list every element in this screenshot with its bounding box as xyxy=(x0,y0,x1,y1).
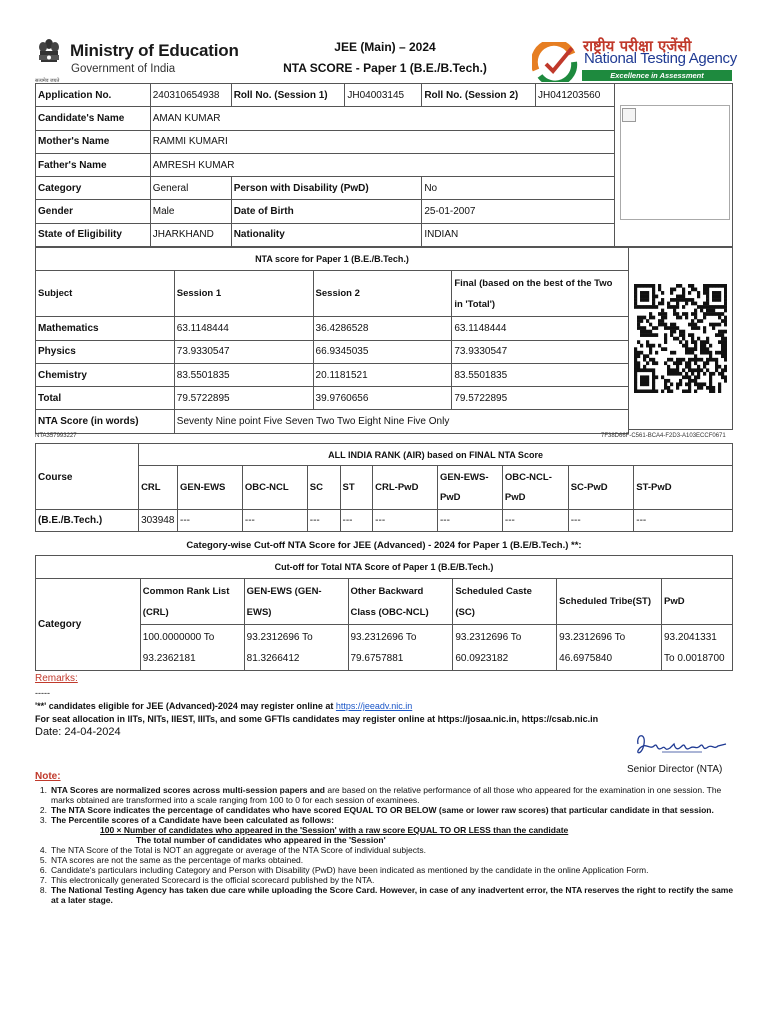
air-col: ST xyxy=(340,466,373,510)
cutoff-title: Cut-off for Total NTA Score of Paper 1 (B.E/B.Tech.) xyxy=(36,556,733,579)
candidate-name-label: Candidate's Name xyxy=(36,107,151,130)
cutoff-col xyxy=(348,579,453,625)
document-hash: 7F38D66F-C561-BCA4-F2D3-A103ECCF0671 xyxy=(601,433,726,439)
note-plain: are based on the relative performance of all those who appeared for the examination in one session. The marks obtained are transformed into a scale ranging from 100 to 0 for each session of examinees. xyxy=(51,785,722,805)
list-item xyxy=(35,875,735,885)
cutoff-value-line1: 93.2312696 To xyxy=(350,631,417,643)
air-col: CRL xyxy=(139,466,178,510)
nationality-label: Nationality xyxy=(231,223,422,246)
broken-image-icon xyxy=(622,108,636,122)
roll-session2-value: JH041203560 xyxy=(536,84,615,107)
cutoff-col xyxy=(244,579,348,625)
col-subject: Subject xyxy=(36,271,175,317)
table-row xyxy=(36,200,615,223)
air-rank-table xyxy=(35,443,733,532)
air-col: GEN-EWS xyxy=(178,466,243,510)
cutoff-col-line2: (SC) xyxy=(455,606,475,618)
remarks-label: Remarks: xyxy=(35,673,78,684)
air-col-line1: OBC-NCL- xyxy=(504,471,552,483)
remarks-line2: For seat allocation in IITs, NITs, IIEST, IIITs, and some GFTIs candidates may register online at https://josaa.nic.in, https://csab.nic.in xyxy=(35,714,599,724)
remarks-dashes: ----- xyxy=(35,688,50,698)
table-row xyxy=(36,625,733,671)
list-item xyxy=(35,815,735,825)
cutoff-col-line2: Class (OBC-NCL) xyxy=(350,606,429,618)
cutoff-col-line2: EWS) xyxy=(246,606,272,618)
note-number: 2. xyxy=(39,805,47,815)
note-bold: The NTA Score indicates the percentage of candidates who have scored EQUAL TO OR BELOW (same or lower raw scores) that particular candidate in that session. xyxy=(51,805,714,815)
table-row xyxy=(36,153,615,176)
exam-subtitle: NTA SCORE - Paper 1 (B.E./B.Tech.) xyxy=(283,61,487,75)
cutoff-col-line1: GEN-EWS (GEN- xyxy=(246,585,322,597)
dob-value: 25-01-2007 xyxy=(422,200,615,223)
table-row xyxy=(36,363,629,386)
mother-name-value: RAMMI KUMARI xyxy=(150,130,614,153)
cutoff-category-label: Category xyxy=(36,579,141,671)
air-col: SC xyxy=(307,466,340,510)
candidate-photo xyxy=(620,105,730,220)
table-row xyxy=(36,107,615,130)
note-bold: The Percentile scores of a Candidate have been calculated as follows: xyxy=(51,815,334,825)
cutoff-heading: Category-wise Cut-off NTA Score for JEE (Advanced) - 2024 for Paper 1 (B.E/B.Tech.) **: xyxy=(186,540,582,551)
note-text: The NTA Score of the Total is NOT an aggregate or average of the NTA Score of individual subjects. xyxy=(51,845,426,855)
cutoff-value-line1: 100.0000000 To xyxy=(142,631,215,643)
nta-score-table xyxy=(35,247,629,434)
table-row xyxy=(36,579,733,625)
cutoff-col-line1: Scheduled Caste xyxy=(455,585,532,597)
nta-logo-icon xyxy=(532,42,578,82)
state-value: JHARKHAND xyxy=(150,223,231,246)
nta-hindi-name: राष्ट्रीय परीक्षा एजेंसी xyxy=(583,37,692,55)
roll-session2-label: Roll No. (Session 2) xyxy=(422,84,536,107)
col-session2: Session 2 xyxy=(313,271,452,317)
notes-title: Note: xyxy=(35,771,61,782)
rank-value: 303948 xyxy=(139,510,178,532)
cutoff-value xyxy=(453,625,557,671)
session1-score: 63.1148444 xyxy=(174,317,313,340)
table-row xyxy=(36,248,629,271)
final-score: 73.9330547 xyxy=(452,340,629,363)
remarks-line1 xyxy=(35,701,412,711)
cutoff-value xyxy=(140,625,244,671)
note-number: 7. xyxy=(39,875,47,885)
col-final-line1: Final (based on the best of the Two xyxy=(454,277,613,289)
note-number: 3. xyxy=(39,815,47,825)
page-header xyxy=(0,0,768,84)
session2-score: 66.9345035 xyxy=(313,340,452,363)
air-col: SC-PwD xyxy=(568,466,634,510)
subject-name: Physics xyxy=(36,340,175,363)
cutoff-col xyxy=(140,579,244,625)
cutoff-value xyxy=(557,625,662,671)
dob-label: Date of Birth xyxy=(231,200,422,223)
cutoff-value-line1: 93.2041331 xyxy=(664,631,717,643)
rank-value: --- xyxy=(307,510,340,532)
cutoff-col: Scheduled Tribe(ST) xyxy=(557,579,662,625)
air-col-line2: PwD xyxy=(504,491,526,503)
air-col: OBC-NCL xyxy=(242,466,307,510)
signature-icon xyxy=(632,730,732,762)
mother-name-label: Mother's Name xyxy=(36,130,151,153)
state-label: State of Eligibility xyxy=(36,223,151,246)
category-value: General xyxy=(150,177,231,200)
table-row xyxy=(36,466,733,510)
rank-value: --- xyxy=(437,510,502,532)
subject-name: Mathematics xyxy=(36,317,175,340)
table-row xyxy=(36,444,733,466)
cutoff-value-line2: 81.3266412 xyxy=(246,652,300,664)
ministry-subtitle: Government of India xyxy=(71,63,176,75)
air-title: ALL INDIA RANK (AIR) based on FINAL NTA Score xyxy=(139,444,733,466)
cutoff-table xyxy=(35,555,733,671)
table-row xyxy=(36,177,615,200)
candidate-details-table xyxy=(35,83,615,247)
cutoff-value-line2: To 0.0018700 xyxy=(664,652,725,664)
session1-score: 83.5501835 xyxy=(174,363,313,386)
table-row xyxy=(36,223,615,246)
category-label: Category xyxy=(36,177,151,200)
final-score: 63.1148444 xyxy=(452,317,629,340)
cutoff-value-line2: 46.6975840 xyxy=(559,652,613,664)
remarks-line1-text: '**' candidates eligible for JEE (Advanced)-2024 may register online at xyxy=(35,701,336,711)
air-col: ST-PwD xyxy=(634,466,733,510)
jeeadv-link[interactable]: https://jeeadv.nic.in xyxy=(335,701,413,711)
nationality-value: INDIAN xyxy=(422,223,615,246)
gender-value: Male xyxy=(150,200,231,223)
roll-session1-value: JH04003145 xyxy=(345,84,422,107)
air-col: CRL-PwD xyxy=(373,466,438,510)
air-col xyxy=(437,466,502,510)
formula-denominator: The total number of candidates who appeared in the 'Session' xyxy=(136,835,386,845)
table-row xyxy=(36,271,629,317)
score-words-value: Seventy Nine point Five Seven Two Two Eight Nine Five Only xyxy=(174,410,628,433)
list-item xyxy=(35,805,735,815)
nta-tagline: Excellence in Assessment xyxy=(582,70,732,81)
rank-value: --- xyxy=(634,510,733,532)
application-no-label: Application No. xyxy=(36,84,151,107)
ministry-tagline: सत्यमेव जयते xyxy=(35,78,60,84)
table-row xyxy=(36,556,733,579)
table-row xyxy=(36,340,629,363)
list-item xyxy=(35,785,735,805)
note-bold: NTA Scores are normalized scores across multi-session papers and xyxy=(51,785,325,795)
session1-score: 79.5722895 xyxy=(174,387,313,410)
session2-score: 39.9760656 xyxy=(313,387,452,410)
cutoff-col-line2: (CRL) xyxy=(142,606,169,618)
col-session1: Session 1 xyxy=(174,271,313,317)
session1-score: 73.9330547 xyxy=(174,340,313,363)
score-table-title: NTA score for Paper 1 (B.E./B.Tech.) xyxy=(36,248,629,271)
note-text xyxy=(51,805,714,815)
rank-value: --- xyxy=(178,510,243,532)
nta-name: National Testing Agency xyxy=(584,50,737,67)
pwd-label: Person with Disability (PwD) xyxy=(231,177,422,200)
rank-value: --- xyxy=(340,510,373,532)
document-code: NTA357993227 xyxy=(35,433,77,439)
application-no-value: 240310654938 xyxy=(150,84,231,107)
session2-score: 36.4286528 xyxy=(313,317,452,340)
note-text: NTA scores are not the same as the percentage of marks obtained. xyxy=(51,855,304,865)
cutoff-value-line1: 93.2312696 To xyxy=(246,631,313,643)
roll-session1-label: Roll No. (Session 1) xyxy=(231,84,345,107)
father-name-value: AMRESH KUMAR xyxy=(150,153,614,176)
exam-title: JEE (Main) – 2024 xyxy=(334,40,436,54)
list-item xyxy=(35,865,735,875)
signatory-title: Senior Director (NTA) xyxy=(627,764,723,775)
table-row xyxy=(36,387,629,410)
table-row xyxy=(36,130,615,153)
note-number: 1. xyxy=(39,785,47,795)
issue-date: Date: 24-04-2024 xyxy=(35,726,121,738)
rank-value: --- xyxy=(568,510,634,532)
table-row xyxy=(36,510,733,532)
note-number: 8. xyxy=(39,885,47,895)
cutoff-col xyxy=(453,579,557,625)
air-col-line1: GEN-EWS- xyxy=(439,471,489,483)
cutoff-col-line1: Common Rank List xyxy=(142,585,230,597)
course-label: Course xyxy=(36,444,139,510)
cutoff-value xyxy=(662,625,733,671)
col-final xyxy=(452,271,629,317)
cutoff-value-line2: 79.6757881 xyxy=(350,652,404,664)
rank-value: --- xyxy=(373,510,438,532)
course-value: (B.E./B.Tech.) xyxy=(36,510,139,532)
note-text xyxy=(51,815,334,825)
cutoff-col: PwD xyxy=(662,579,733,625)
note-text xyxy=(51,785,735,805)
cutoff-value xyxy=(348,625,453,671)
notes-list xyxy=(35,785,735,905)
father-name-label: Father's Name xyxy=(36,153,151,176)
gender-label: Gender xyxy=(36,200,151,223)
final-score: 83.5501835 xyxy=(452,363,629,386)
list-item xyxy=(35,845,735,855)
col-final-line2: in 'Total') xyxy=(454,298,496,310)
cutoff-value-line1: 93.2312696 To xyxy=(559,631,626,643)
formula-numerator xyxy=(35,825,735,835)
table-row xyxy=(36,84,615,107)
note-text: The National Testing Agency has taken due care while uploading the Score Card. However, in case of any inadvertent error, the NTA reserves the right to rectify the same at a later stage. xyxy=(51,885,734,905)
cutoff-value-line2: 93.2362181 xyxy=(142,652,196,664)
note-number: 5. xyxy=(39,855,47,865)
cutoff-value-line2: 60.0923182 xyxy=(455,652,509,664)
qr-code-icon xyxy=(634,284,727,393)
candidate-name-value: AMAN KUMAR xyxy=(150,107,614,130)
formula-numerator-text: 100 × Number of candidates who appeared in the 'Session' with a raw score EQUAL TO OR LESS than the candidate xyxy=(100,825,569,835)
note-number: 4. xyxy=(39,845,47,855)
pwd-value: No xyxy=(422,177,615,200)
cutoff-value-line1: 93.2312696 To xyxy=(455,631,522,643)
ashoka-emblem-icon xyxy=(36,38,62,78)
list-item xyxy=(35,885,735,905)
session2-score: 20.1181521 xyxy=(313,363,452,386)
subject-name: Total xyxy=(36,387,175,410)
score-words-label: NTA Score (in words) xyxy=(36,410,175,433)
rank-value: --- xyxy=(502,510,568,532)
rank-value: --- xyxy=(242,510,307,532)
note-number: 6. xyxy=(39,865,47,875)
final-score: 79.5722895 xyxy=(452,387,629,410)
ministry-title: Ministry of Education xyxy=(70,41,239,60)
cutoff-col-line1: Other Backward xyxy=(350,585,424,597)
air-col-line2: PwD xyxy=(439,491,461,503)
subject-name: Chemistry xyxy=(36,363,175,386)
cutoff-value xyxy=(244,625,348,671)
list-item xyxy=(35,855,735,865)
note-text: Candidate's particulars including Category and Person with Disability (PwD) have been indicated as mentioned by the candidate in the online Application Form. xyxy=(51,865,649,875)
table-row xyxy=(36,410,629,433)
air-col xyxy=(502,466,568,510)
note-text: This electronically generated Scorecard is the official scorecard published by the NTA. xyxy=(51,875,375,885)
table-row xyxy=(36,317,629,340)
